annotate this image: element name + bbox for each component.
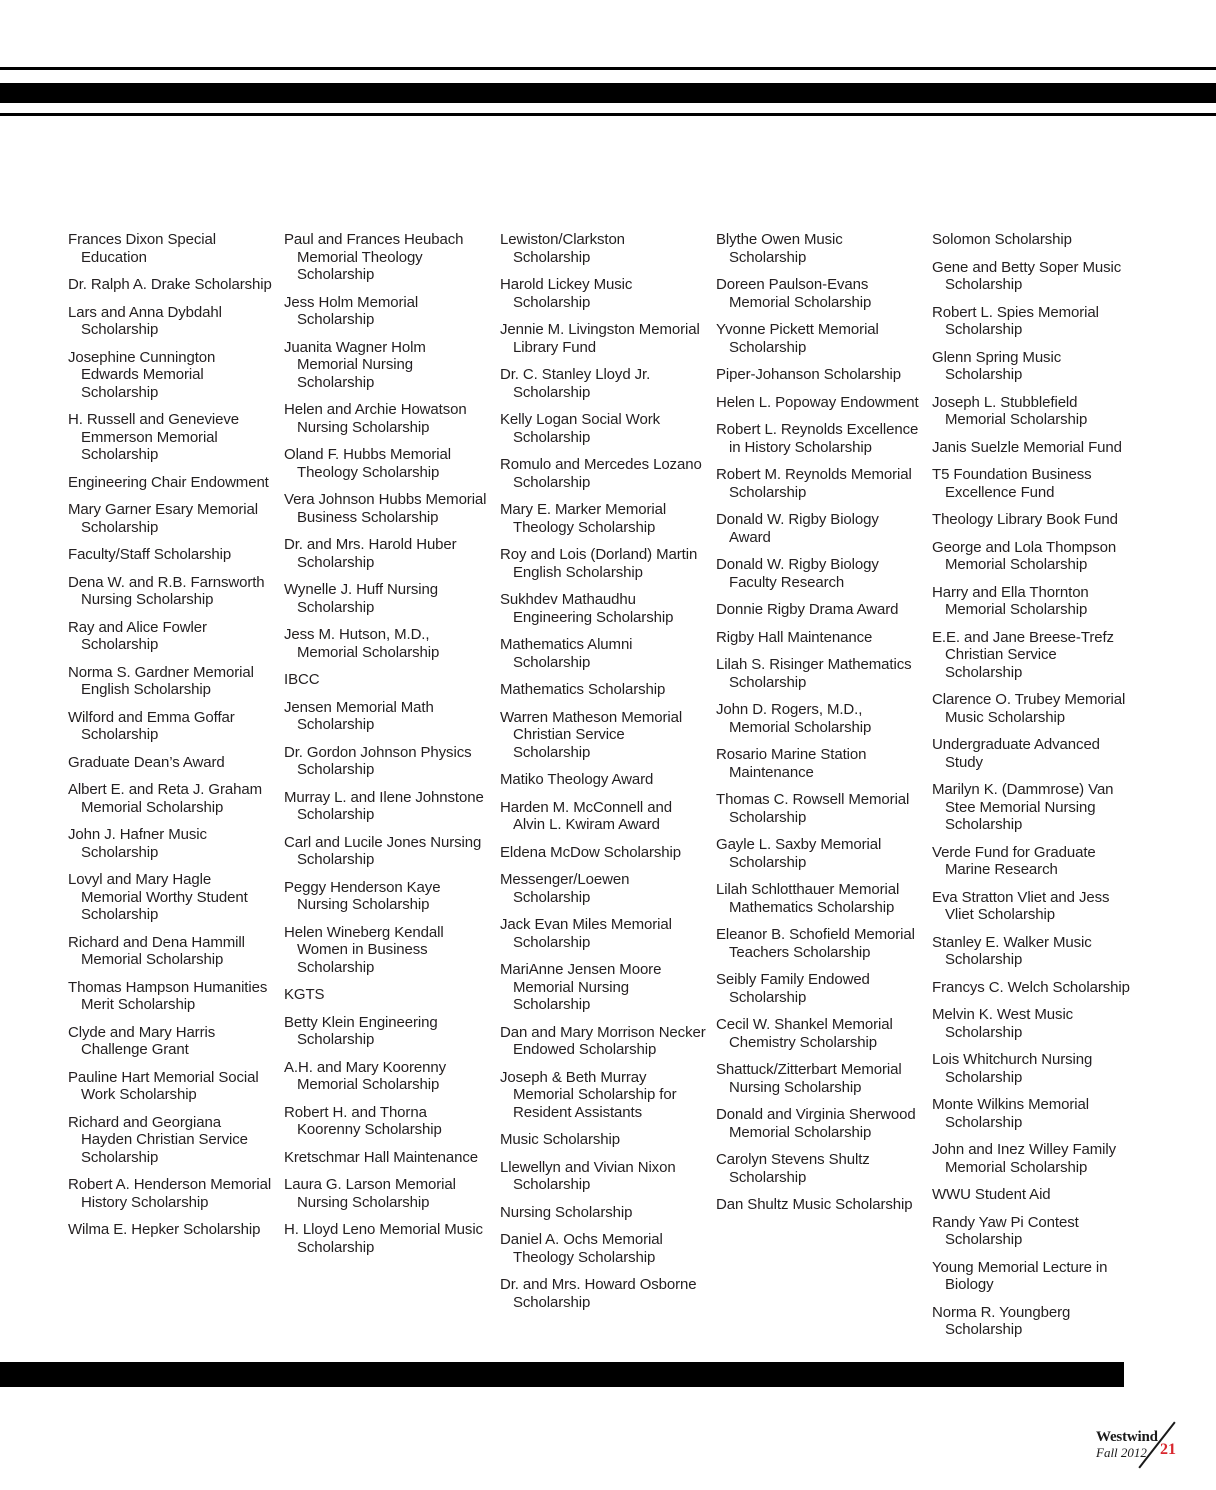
- scholarship-entry: Richard and Georgiana Hayden Christian Service Scholarship: [68, 1113, 248, 1166]
- scholarship-entry: Donald W. Rigby Biology Faculty Research: [716, 556, 879, 591]
- scholarship-entry: Josephine Cunnington Edwards Memorial Scholarship: [68, 348, 216, 401]
- scholarship-entry: Robert L. Reynolds Excellence in History Scholarship: [716, 421, 919, 456]
- scholarship-entry: Mary E. Marker Memorial Theology Scholarship: [500, 501, 667, 536]
- scholarship-entry: Graduate Dean’s Award: [68, 753, 225, 771]
- scholarship-entry: Donnie Rigby Drama Award: [716, 601, 899, 618]
- scholarship-entry: Roy and Lois (Dorland) Martin English Scholarship: [500, 546, 698, 581]
- scholarship-entry: Francys C. Welch Scholarship: [932, 978, 1130, 996]
- scholarship-entry: Donald and Virginia Sherwood Memorial Scholarship: [716, 1106, 916, 1141]
- scholarship-entry: Albert E. and Reta J. Graham Memorial Scholarship: [68, 781, 262, 816]
- scholarship-entry: Gene and Betty Soper Music Scholarship: [932, 258, 1122, 293]
- scholarship-entry: Dan Shultz Music Scholarship: [716, 1196, 913, 1213]
- top-second-rule: [0, 113, 1216, 116]
- scholarship-entry: Harry and Ella Thornton Memorial Scholarship: [932, 583, 1089, 618]
- scholarship-entry: Rosario Marine Station Maintenance: [716, 746, 867, 781]
- scholarship-entry: Jensen Memorial Math Scholarship: [284, 698, 434, 733]
- scholarship-entry: Gayle L. Saxby Memorial Scholarship: [716, 836, 882, 871]
- scholarship-entry: Jess M. Hutson, M.D., Memorial Scholarship: [284, 626, 440, 661]
- scholarship-entry: Jack Evan Miles Memorial Scholarship: [500, 916, 672, 951]
- page-number: 21: [1160, 1441, 1176, 1458]
- scholarship-entry: Daniel A. Ochs Memorial Theology Scholarship: [500, 1231, 663, 1266]
- scholarship-entry: John J. Hafner Music Scholarship: [68, 826, 207, 861]
- scholarship-entry: Lewiston/Clarkston Scholarship: [500, 231, 625, 266]
- scholarship-entry: Oland F. Hubbs Memorial Theology Scholarship: [284, 446, 451, 481]
- scholarship-entry: Marilyn K. (Dammrose) Van Stee Memorial Nursing Scholarship: [932, 781, 1114, 833]
- scholarship-entry: Eldena McDow Scholarship: [500, 843, 682, 861]
- scholarship-entry: Robert A. Henderson Memorial History Scholarship: [68, 1176, 272, 1211]
- scholarship-entry: Ray and Alice Fowler Scholarship: [68, 618, 207, 653]
- scholarship-column-1: [68, 231, 274, 1349]
- scholarship-entry: Young Memorial Lecture in Biology: [932, 1258, 1108, 1293]
- scholarship-entry: Peggy Henderson Kaye Nursing Scholarship: [284, 878, 441, 913]
- scholarship-entry: H. Russell and Genevieve Emmerson Memorial Scholarship: [68, 411, 240, 463]
- scholarship-entry: Mary Garner Esary Memorial Scholarship: [68, 501, 258, 536]
- scholarship-entry: A.H. and Mary Koorenny Memorial Scholarship: [284, 1058, 447, 1093]
- scholarship-entry: Dr. Gordon Johnson Physics Scholarship: [284, 743, 472, 778]
- magazine-issue: Fall 2012: [1096, 1445, 1147, 1460]
- scholarship-entry: Donald W. Rigby Biology Award: [716, 511, 879, 546]
- scholarship-entry: Cecil W. Shankel Memorial Chemistry Scholarship: [716, 1016, 893, 1051]
- scholarship-entry: Robert H. and Thorna Koorenny Scholarship: [284, 1103, 442, 1138]
- scholarship-entry: Robert M. Reynolds Memorial Scholarship: [716, 466, 912, 501]
- scholarship-entry: Robert L. Spies Memorial Scholarship: [932, 303, 1099, 338]
- scholarship-entry: Melvin K. West Music Scholarship: [932, 1006, 1074, 1041]
- scholarship-entry: Murray L. and Ilene Johnstone Scholarship: [284, 788, 484, 823]
- bottom-thick-bar: [0, 1362, 1124, 1387]
- scholarship-entry: Clyde and Mary Harris Challenge Grant: [68, 1023, 216, 1058]
- scholarship-entry: Faculty/Staff Scholarship: [68, 546, 232, 563]
- scholarship-entry: Betty Klein Engineering Scholarship: [284, 1013, 438, 1048]
- scholarship-entry: Clarence O. Trubey Memorial Music Scholarship: [932, 691, 1126, 726]
- scholarship-entry: Harold Lickey Music Scholarship: [500, 276, 633, 311]
- scholarship-entry: Music Scholarship: [500, 1131, 621, 1148]
- scholarship-column-5: [932, 231, 1138, 1349]
- scholarship-entry: Helen and Archie Howatson Nursing Scholarship: [284, 401, 467, 436]
- scholarship-entry: George and Lola Thompson Memorial Scholarship: [932, 538, 1117, 573]
- scholarship-entry: Norma S. Gardner Memorial English Scholarship: [68, 663, 254, 698]
- scholarship-entry: WWU Student Aid: [932, 1186, 1051, 1203]
- scholarship-column-4: [716, 231, 922, 1349]
- scholarship-entry: Matiko Theology Award: [500, 771, 654, 788]
- scholarship-entry: IBCC: [284, 671, 320, 688]
- scholarship-entry: John and Inez Willey Family Memorial Scholarship: [932, 1141, 1117, 1176]
- scholarship-entry: Shattuck/Zitterbart Memorial Nursing Scholarship: [716, 1061, 902, 1096]
- scholarship-entry: Frances Dixon Special Education: [68, 231, 216, 266]
- scholarship-entry: Sukhdev Mathaudhu Engineering Scholarship: [500, 591, 674, 626]
- scholarship-entry: H. Lloyd Leno Memorial Music Scholarship: [284, 1221, 483, 1256]
- scholarship-entry: Rigby Hall Maintenance: [716, 628, 873, 646]
- scholarship-entry: Carolyn Stevens Shultz Scholarship: [716, 1151, 870, 1186]
- scholarship-entry: Dr. and Mrs. Howard Osborne Scholarship: [500, 1276, 697, 1311]
- scholarship-column-3: [500, 231, 706, 1349]
- scholarship-entry: Lars and Anna Dybdahl Scholarship: [68, 303, 222, 338]
- scholarship-entry: Wilma E. Hepker Scholarship: [68, 1221, 261, 1238]
- scholarship-entry: Yvonne Pickett Memorial Scholarship: [716, 321, 879, 356]
- scholarship-entry: Pauline Hart Memorial Social Work Scholarship: [68, 1068, 259, 1103]
- scholarship-entry: Mathematics Scholarship: [500, 681, 666, 698]
- scholarship-entry: Vera Johnson Hubbs Memorial Business Scholarship: [284, 491, 487, 526]
- scholarship-entry: Blythe Owen Music Scholarship: [716, 231, 843, 266]
- scholarship-columns: [68, 231, 1158, 1349]
- scholarship-entry: KGTS: [284, 986, 325, 1003]
- scholarship-entry: Dr. and Mrs. Harold Huber Scholarship: [284, 536, 457, 571]
- scholarship-entry: Thomas C. Rowsell Memorial Scholarship: [716, 791, 910, 826]
- scholarship-entry: Glenn Spring Music Scholarship: [932, 348, 1062, 383]
- scholarship-column-2: [284, 231, 490, 1349]
- scholarship-entry: Kretschmar Hall Maintenance: [284, 1148, 479, 1166]
- scholarship-entry: Eleanor B. Schofield Memorial Teachers Scholarship: [716, 926, 915, 961]
- scholarship-entry: Seibly Family Endowed Scholarship: [716, 971, 870, 1006]
- scholarship-entry: Paul and Frances Heubach Memorial Theology Scholarship: [284, 231, 464, 283]
- scholarship-entry: Joseph L. Stubblefield Memorial Scholarship: [932, 393, 1088, 428]
- scholarship-entry: Randy Yaw Pi Contest Scholarship: [932, 1213, 1079, 1248]
- scholarship-entry: Lois Whitchurch Nursing Scholarship: [932, 1051, 1093, 1086]
- footer-logo: [1096, 1423, 1182, 1471]
- scholarship-entry: Eva Stratton Vliet and Jess Vliet Scholarship: [932, 888, 1110, 923]
- scholarship-entry: Piper-Johanson Scholarship: [716, 366, 902, 383]
- scholarship-entry: Harden M. McConnell and Alvin L. Kwiram Award: [500, 798, 672, 833]
- scholarship-entry: Helen Wineberg Kendall Women in Business Scholarship: [284, 923, 444, 976]
- scholarship-entry: Dan and Mary Morrison Necker Endowed Scholarship: [500, 1023, 706, 1058]
- scholarship-entry: Doreen Paulson-Evans Memorial Scholarship: [716, 276, 872, 311]
- scholarship-entry: Wynelle J. Huff Nursing Scholarship: [284, 581, 439, 616]
- scholarship-entry: Lilah S. Risinger Mathematics Scholarship: [716, 656, 912, 691]
- scholarship-entry: Stanley E. Walker Music Scholarship: [932, 933, 1092, 968]
- scholarship-entry: Norma R. Youngberg Scholarship: [932, 1303, 1071, 1338]
- scholarship-entry: Theology Library Book Fund: [932, 511, 1118, 528]
- scholarship-entry: Jennie M. Livingston Memorial Library Fund: [500, 321, 700, 356]
- scholarship-entry: Lilah Schlotthauer Memorial Mathematics Scholarship: [716, 881, 900, 916]
- scholarship-entry: Kelly Logan Social Work Scholarship: [500, 411, 661, 446]
- scholarship-entry: Nursing Scholarship: [500, 1203, 633, 1221]
- scholarship-entry: Undergraduate Advanced Study: [932, 736, 1100, 771]
- scholarship-entry: Helen L. Popoway Endowment: [716, 393, 919, 411]
- scholarship-entry: Wilford and Emma Goffar Scholarship: [68, 708, 235, 743]
- scholarship-entry: Thomas Hampson Humanities Merit Scholarship: [68, 978, 268, 1013]
- scholarship-entry: Llewellyn and Vivian Nixon Scholarship: [500, 1158, 676, 1193]
- scholarship-entry: Dena W. and R.B. Farnsworth Nursing Scholarship: [68, 573, 265, 608]
- scholarship-entry: Engineering Chair Endowment: [68, 473, 269, 491]
- top-thin-rule: [0, 67, 1216, 70]
- scholarship-entry: Messenger/Loewen Scholarship: [500, 871, 630, 906]
- scholarship-entry: Jess Holm Memorial Scholarship: [284, 293, 419, 328]
- scholarship-entry: Warren Matheson Memorial Christian Service Scholarship: [500, 708, 683, 761]
- scholarship-entry: Monte Wilkins Memorial Scholarship: [932, 1096, 1089, 1131]
- scholarship-entry: Juanita Wagner Holm Memorial Nursing Scholarship: [284, 338, 426, 391]
- scholarship-entry: E.E. and Jane Breese-Trefz Christian Service Scholarship: [932, 628, 1114, 681]
- scholarship-entry: John D. Rogers, M.D., Memorial Scholarship: [716, 701, 872, 736]
- magazine-title: Westwind: [1096, 1429, 1158, 1445]
- scholarship-entry: Laura G. Larson Memorial Nursing Scholarship: [284, 1176, 456, 1211]
- scholarship-entry: Lovyl and Mary Hagle Memorial Worthy Student Scholarship: [68, 871, 248, 923]
- scholarship-entry: Dr. C. Stanley Lloyd Jr. Scholarship: [500, 366, 651, 401]
- scholarship-entry: Joseph & Beth Murray Memorial Scholarship for Resident Assistants: [500, 1068, 677, 1121]
- scholarship-entry: Mathematics Alumni Scholarship: [500, 636, 633, 671]
- scholarship-entry: MariAnne Jensen Moore Memorial Nursing Scholarship: [500, 961, 662, 1013]
- scholarship-entry: T5 Foundation Business Excellence Fund: [932, 466, 1092, 501]
- scholarship-entry: Janis Suelzle Memorial Fund: [932, 438, 1122, 456]
- scholarship-entry: Carl and Lucile Jones Nursing Scholarship: [284, 833, 482, 868]
- top-thick-bar: [0, 83, 1216, 103]
- scholarship-entry: Romulo and Mercedes Lozano Scholarship: [500, 456, 702, 491]
- scholarship-entry: Verde Fund for Graduate Marine Research: [932, 843, 1096, 878]
- scholarship-entry: Solomon Scholarship: [932, 231, 1072, 248]
- scholarship-entry: Richard and Dena Hammill Memorial Scholarship: [68, 933, 245, 968]
- scholarship-entry: Dr. Ralph A. Drake Scholarship: [68, 276, 272, 293]
